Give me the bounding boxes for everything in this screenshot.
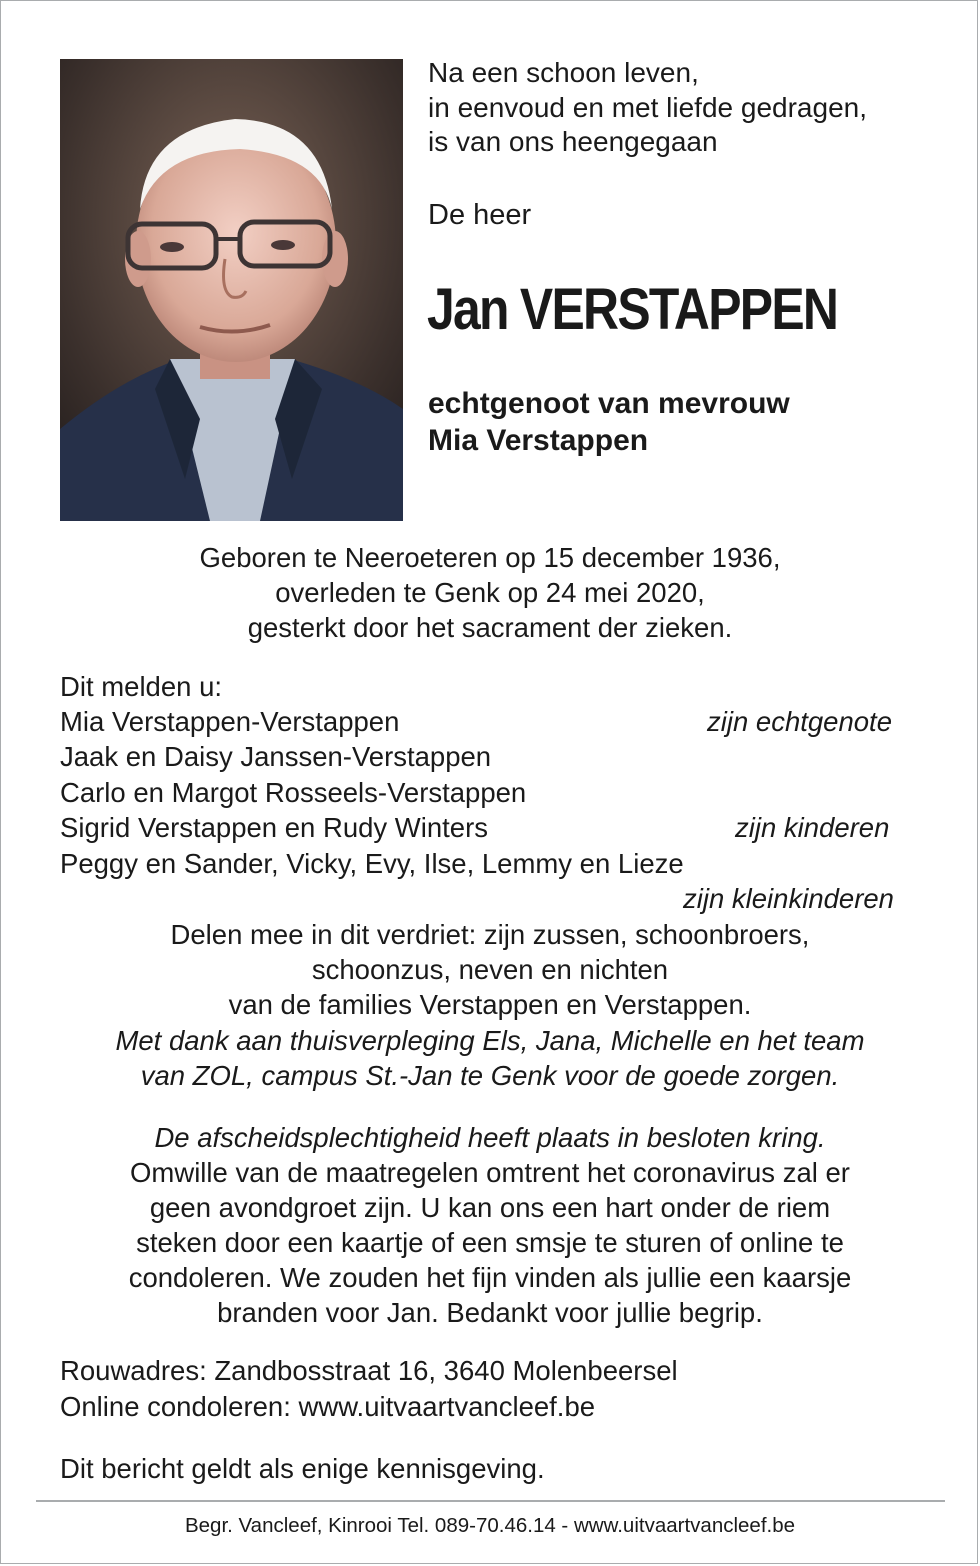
role-grandchildren: zijn kleinkinderen	[683, 883, 894, 914]
ceremony-line: Omwille van de maatregelen omtrent het coronavirus zal er	[130, 1157, 850, 1188]
spouse-line: Mia Verstappen	[428, 424, 649, 457]
thanks-line: Met dank aan thuisverpleging Els, Jana, Michelle en het team	[115, 1025, 865, 1056]
thanks-text	[1, 1023, 979, 1093]
portrait-photo	[60, 59, 403, 521]
ceremony-first-line: De afscheidsplechtigheid heeft plaats in besloten kring.	[154, 1122, 826, 1153]
ceremony-line: condoleren. We zouden het fijn vinden als jullie een kaarsje	[128, 1262, 852, 1293]
ceremony-line: branden voor Jan. Bedankt voor jullie begrip.	[217, 1297, 763, 1328]
portrait-illustration	[60, 59, 403, 521]
deceased-name: Jan VERSTAPPEN	[427, 277, 838, 342]
announce-heading: Dit melden u:	[60, 671, 223, 702]
mourning-address: Rouwadres: Zandbosstraat 16, 3640 Molenbeersel	[60, 1355, 678, 1386]
footer-divider	[36, 1500, 945, 1502]
ceremony-line: steken door een kaartje of een smsje te sturen of online te	[136, 1227, 844, 1258]
family-line: Jaak en Daisy Janssen-Verstappen	[60, 741, 492, 772]
family-line: Carlo en Margot Rosseels-Verstappen	[60, 777, 527, 808]
sharing-line: schoonzus, neven en nichten	[311, 954, 669, 985]
ceremony-text	[1, 1120, 979, 1330]
spouse-line: echtgenoot van mevrouw	[428, 387, 790, 420]
intro-line: is van ons heengegaan	[428, 126, 718, 157]
ceremony-line: geen avondgroet zijn. U kan ons een hart onder de riem	[149, 1192, 831, 1223]
intro-line: Na een schoon leven,	[428, 57, 699, 88]
life-line: gesterkt door het sacrament der zieken.	[247, 612, 733, 643]
sharing-line: van de families Verstappen en Verstappen.	[228, 989, 752, 1020]
life-line: Geboren te Neeroeteren op 15 december 1936,	[199, 542, 781, 573]
family-line: Sigrid Verstappen en Rudy Winters	[60, 812, 488, 843]
spouse-text	[428, 385, 790, 459]
salutation: De heer	[428, 199, 532, 231]
funeral-home-footer: Begr. Vancleef, Kinrooi Tel. 089-70.46.14 - www.uitvaartvancleef.be	[184, 1514, 796, 1537]
life-dates	[1, 540, 979, 645]
thanks-line: van ZOL, campus St.-Jan te Genk voor de goede zorgen.	[140, 1060, 840, 1091]
family-line: Peggy en Sander, Vicky, Evy, Ilse, Lemmy en Lieze	[60, 848, 684, 879]
sharing-text	[1, 917, 979, 1022]
sharing-line: Delen mee in dit verdriet: zijn zussen, schoonbroers,	[170, 919, 810, 950]
family-line: Mia Verstappen-Verstappen	[60, 706, 400, 737]
life-line: overleden te Genk op 24 mei 2020,	[275, 577, 705, 608]
notice-text: Dit bericht geldt als enige kennisgeving.	[60, 1453, 545, 1484]
role-spouse: zijn echtgenote	[707, 706, 892, 737]
intro-text	[428, 56, 867, 160]
online-condolence: Online condoleren: www.uitvaartvancleef.be	[60, 1391, 596, 1422]
role-children: zijn kinderen	[735, 812, 890, 843]
intro-line: in eenvoud en met liefde gedragen,	[428, 91, 867, 123]
